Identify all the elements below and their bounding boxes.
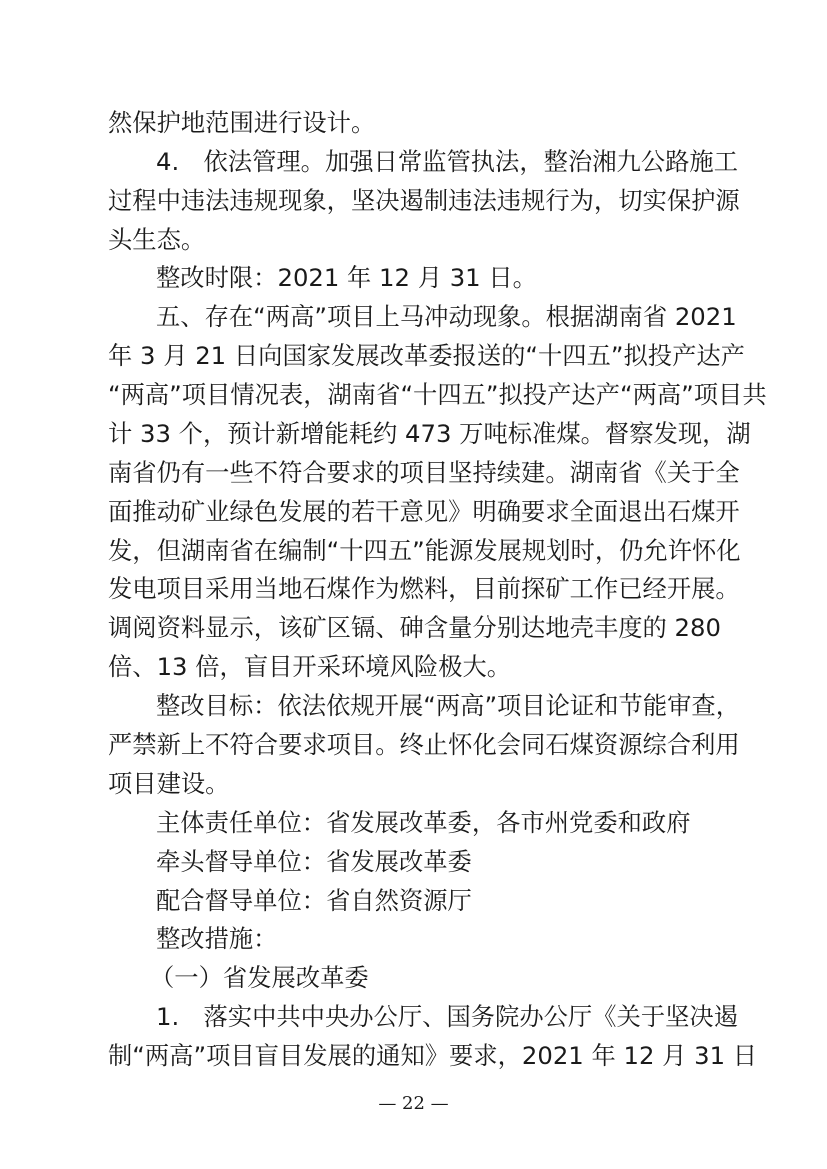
- text-line: 面推动矿业绿色发展的若干意见》明确要求全面退出石煤开: [108, 497, 740, 526]
- text-line: 调阅资料显示，该矿区镉、砷含量分别达地壳丰度的 280: [108, 613, 721, 642]
- text-line: 严禁新上不符合要求项目。终止怀化会同石煤资源综合利用: [108, 730, 740, 759]
- text-line: 头生态。: [108, 225, 206, 254]
- text-line: 倍、13 倍，盲目开采环境风险极大。: [108, 652, 512, 681]
- text-line: 制“两高”项目盲目发展的通知》要求，2021 年 12 月 31 日: [108, 1041, 758, 1070]
- text-line: 年 3 月 21 日向国家发展改革委报送的“十四五”拟投产达产: [108, 341, 745, 370]
- text-line: 主体责任单位：省发展改革委，各市州党委和政府: [156, 808, 691, 837]
- text-line: 发电项目采用当地石煤作为燃料，目前探矿工作已经开展。: [108, 574, 740, 603]
- text-line: 过程中违法违规现象，坚决遏制违法违规行为，切实保护源: [108, 186, 740, 215]
- text-line: 发，但湖南省在编制“十四五”能源发展规划时，仍允许怀化: [108, 536, 741, 565]
- text-line: 计 33 个，预计新增能耗约 473 万吨标准煤。督察发现，湖: [108, 419, 751, 448]
- text-line: 南省仍有一些不符合要求的项目坚持续建。湖南省《关于全: [108, 458, 740, 487]
- text-line: 然保护地范围进行设计。: [108, 108, 376, 137]
- text-line: “两高”项目情况表，湖南省“十四五”拟投产达产“两高”项目共: [108, 380, 767, 409]
- text-line: 整改时限：2021 年 12 月 31 日。: [156, 263, 537, 292]
- text-line: 配合督导单位：省自然资源厅: [156, 886, 472, 915]
- text-line: 牵头督导单位：省发展改革委: [156, 847, 472, 876]
- text-line: （一）省发展改革委: [150, 963, 369, 992]
- text-line: 1. 落实中共中央办公厅、国务院办公厅《关于坚决遏: [156, 1002, 739, 1031]
- text-line: 整改目标：依法依规开展“两高”项目论证和节能审查，: [156, 691, 741, 720]
- text-line: 4. 依法管理。加强日常监管执法，整治湘九公路施工: [156, 147, 739, 176]
- text-line: 整改措施：: [156, 924, 278, 953]
- text-line: 项目建设。: [108, 769, 230, 798]
- text-line: 五、存在“两高”项目上马冲动现象。根据湖南省 2021: [156, 302, 737, 331]
- page-number: — 22 —: [378, 1093, 449, 1114]
